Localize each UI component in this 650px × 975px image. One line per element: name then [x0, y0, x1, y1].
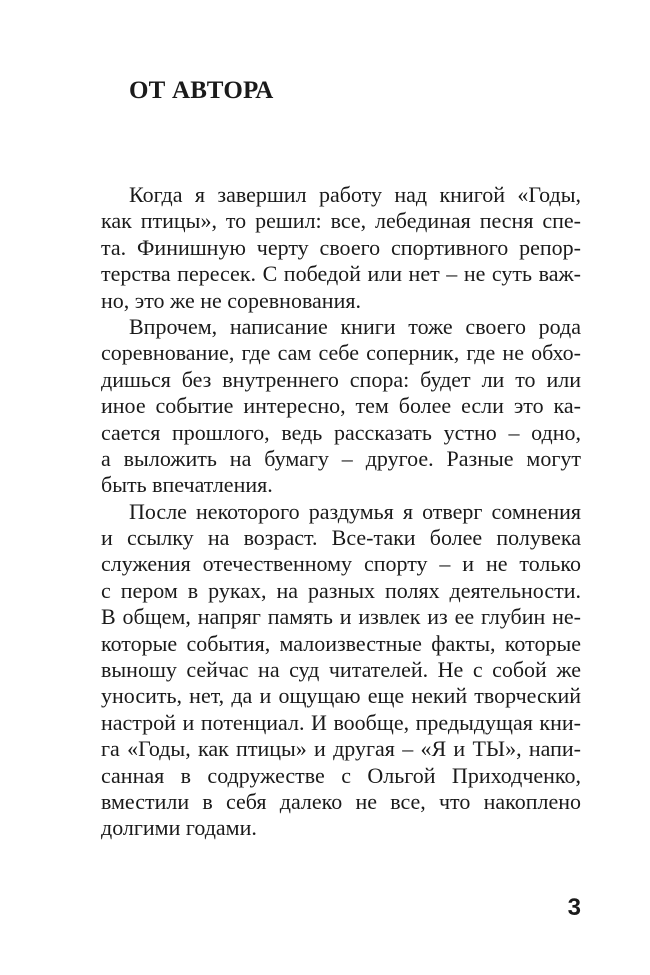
- text-line: долгими годами.: [101, 815, 257, 841]
- text-line: быть впечатления.: [101, 472, 273, 498]
- text-line: соревнование, где сам себе соперник, где не обхо-: [101, 340, 581, 366]
- text-line: вместили в себя далеко не все, что накоплено: [101, 788, 581, 814]
- text-line: выношу сейчас на суд читателей. Не с собой же: [101, 657, 581, 683]
- page-number: 3: [567, 894, 581, 921]
- page-title: ОТ АВТОРА: [129, 77, 274, 104]
- text-line: га «Годы, как птицы» и другая – «Я и ТЫ», напи-: [101, 736, 581, 762]
- text-line: дишься без внутреннего спора: будет ли то или: [101, 366, 581, 392]
- text-line: но, это же не соревнования.: [101, 287, 361, 313]
- text-line: которые события, малоизвестные факты, которые: [101, 630, 581, 656]
- text-line: Когда я завершил работу над книгой «Годы,: [129, 182, 581, 207]
- text-line: как птицы», то решил: все, лебединая песня спе-: [101, 208, 581, 234]
- text-line: сается прошлого, ведь рассказать устно – одно,: [101, 419, 581, 445]
- text-line: санная в содружестве с Ольгой Приходченко,: [101, 762, 581, 788]
- text-line: и ссылку на возраст. Все-таки более полувека: [101, 525, 581, 551]
- paragraph-1: [101, 182, 581, 314]
- text-line: После некоторого раздумья я отверг сомнения: [129, 498, 581, 524]
- text-line: настрой и потенциал. И вообще, предыдущая кни-: [101, 709, 581, 735]
- paragraph-2: [101, 314, 581, 499]
- text-line: а выложить на бумагу – другое. Разные могут: [101, 445, 581, 471]
- text-line: та. Финишную черту своего спортивного репор-: [101, 234, 581, 260]
- body-text: [101, 182, 581, 842]
- text-line: с пером в руках, на разных полях деятельности.: [101, 577, 581, 603]
- text-line: иное событие интересно, тем более если это ка-: [101, 393, 581, 419]
- text-line: служения отечественному спорту – и не только: [101, 551, 581, 577]
- text-line: терства пересек. С победой или нет – не суть важ-: [101, 261, 581, 287]
- text-line: уносить, нет, да и ощущаю еще некий творческий: [101, 683, 581, 709]
- text-line: Впрочем, написание книги тоже своего рода: [129, 313, 581, 339]
- text-line: В общем, напряг память и извлек из ее глубин не-: [101, 604, 581, 630]
- paragraph-3: [101, 499, 581, 842]
